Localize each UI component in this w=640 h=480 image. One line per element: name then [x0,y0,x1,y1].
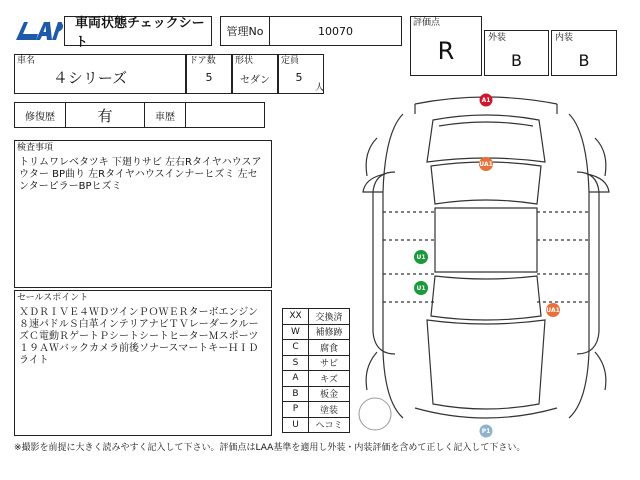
legend-code: C [283,340,309,356]
svg-text:A1: A1 [481,97,491,104]
svg-text:U1: U1 [416,285,426,292]
legend-row [283,309,350,325]
capacity-box [278,54,324,94]
interior-rating-value: B [578,51,590,70]
inspection-notes-text: トリムワレベタツキ 下廻りサビ 左右Rタイヤハウスアウター BP曲り 左Rタイヤハウスインナーヒズミ 左センターピラーBPヒズミ [19,157,262,192]
capacity-unit: 人 [315,83,325,93]
overall-rating-label: 評価点 [413,18,441,28]
legend-meaning: サビ [309,355,350,371]
inspection-notes-label: 検査事項 [17,143,54,153]
legend-row [283,386,350,402]
selling-points-text: ＸＤＲＩＶＥ４ＷＤツインＰＯＷＥＲターボエンジン８速パドルＳ白革インテリアナビＴＶレーダークルーズＣ電動ＲゲートＰシートシートヒーターＭスポーツ１９ＡＷバックカメラ前後ソナースマートキーＨＩＤライト [19,307,259,366]
damage-marker-a1-front [480,94,493,107]
damage-markers [414,94,560,438]
exterior-rating-box [484,30,549,76]
legend-row [283,340,350,356]
sheet-title: 車両状態チェックシート [64,16,212,46]
legend-meaning: 補修跡 [309,324,350,340]
exterior-rating-value: B [511,51,522,70]
legend-row [283,402,350,418]
selling-points-label: セールスポイント [17,293,89,303]
car-name-label: 車名 [17,56,36,66]
legend-row [283,371,350,387]
car-name-box [14,54,186,94]
legend-meaning: キズ [309,371,350,387]
svg-text:U1: U1 [416,254,426,261]
legend-meaning: 板金 [309,386,350,402]
car-name-value: ４シリーズ [52,69,128,87]
legend-meaning: ヘコミ [309,417,350,433]
legend-code: P [283,402,309,418]
management-number-value: 10070 [269,16,402,46]
svg-text:UA1: UA1 [546,307,560,314]
legend-code: A [283,371,309,387]
interior-rating-box [551,30,617,76]
legend-meaning: 塗装 [309,402,350,418]
exterior-rating-label: 外装 [488,33,507,43]
body-shape-label: 形状 [235,56,254,66]
vehicle-history-value [185,102,265,128]
body-shape-value: セダン [239,75,271,86]
management-number-label: 管理No [220,16,270,46]
overall-rating-value: R [437,37,455,65]
door-count-label: ドア数 [189,56,216,66]
door-count-value: 5 [205,71,213,84]
vehicle-history-label: 車歴 [144,102,186,128]
repair-history-value: 有 [65,102,145,128]
legend-row [283,417,350,433]
damage-code-legend [282,308,350,433]
legend-meaning: 交換済 [309,309,350,325]
repair-history-label: 修復歴 [14,102,66,128]
damage-marker-u1-left-door-rear [414,281,428,295]
capacity-value: 5 [295,71,303,84]
footer-note: ※撮影を前提に大きく読みやすく記入して下さい。評価点はLAA基準を適用し外装・内装評価を含めて正しく記入して下さい。 [14,443,526,453]
door-count-box [186,54,232,94]
legend-code: XX [283,309,309,325]
legend-meaning: 腐食 [309,340,350,356]
legend-code: U [283,417,309,433]
legend-code: B [283,386,309,402]
body-shape-box [232,54,278,94]
selling-points-box [14,290,272,436]
overall-rating-box [410,16,482,76]
damage-marker-p1-rear [480,425,493,438]
legend-code: W [283,324,309,340]
damage-marker-u1-left-door-front [414,250,428,264]
legend-row [283,324,350,340]
svg-text:UA1: UA1 [479,161,493,168]
legend-code: S [283,355,309,371]
inspection-notes-box [14,140,272,288]
laa-logo [14,18,64,44]
interior-rating-label: 内装 [555,33,574,43]
legend-row [283,355,350,371]
svg-text:P1: P1 [481,428,491,435]
car-body-diagram [355,92,617,438]
damage-marker-ua1-right-rear [546,303,560,317]
capacity-label: 定員 [281,56,300,66]
damage-marker-ua1-hood [479,157,493,171]
